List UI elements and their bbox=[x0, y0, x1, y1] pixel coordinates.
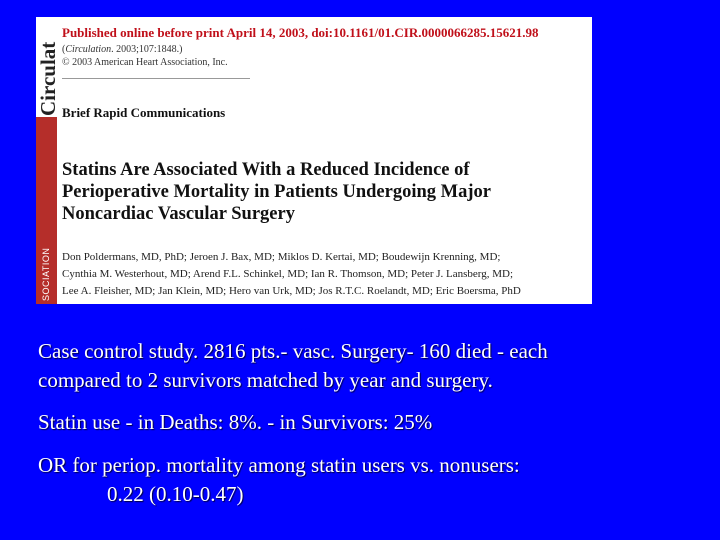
title-line: Noncardiac Vascular Surgery bbox=[62, 204, 295, 224]
statin-use-line: Statin use - in Deaths: 8%. - in Survivors: 25% bbox=[38, 410, 433, 434]
published-line: Published online before print April 14, 2003, doi:10.1161/01.CIR.0000066285.15621.98 bbox=[62, 25, 539, 40]
slide-line: OR for periop. mortality among statin users vs. nonusers: bbox=[38, 453, 520, 477]
odds-ratio-block bbox=[38, 451, 520, 509]
author-line: Don Poldermans, MD, PhD; Jeroen J. Bax, MD; Miklos D. Kertai, MD; Boudewijn Krenning, MD; bbox=[62, 251, 501, 263]
study-description bbox=[38, 337, 548, 395]
slide-line: Case control study. 2816 pts.- vasc. Surgery- 160 died - each bbox=[38, 339, 548, 363]
citation-rest: . 2003;107:1848.) bbox=[111, 44, 183, 55]
journal-spine-top bbox=[36, 17, 60, 117]
author-line: Lee A. Fleisher, MD; Jan Klein, MD; Hero van Urk, MD; Jos R.T.C. Roelandt, MD; Eric Boersma, PhD bbox=[62, 285, 521, 297]
author-line: Cynthia M. Westerhout, MD; Arend F.L. Schinkel, MD; Ian R. Thomson, MD; Peter J. Lansberg, MD; bbox=[62, 268, 514, 280]
title-line: Statins Are Associated With a Reduced Incidence of bbox=[62, 160, 470, 180]
section-heading: Brief Rapid Communications bbox=[62, 105, 226, 120]
title-line: Perioperative Mortality in Patients Undergoing Major bbox=[62, 182, 491, 202]
copyright-line: © 2003 American Heart Association, Inc. bbox=[62, 57, 228, 68]
journal-spine-red bbox=[36, 117, 57, 304]
journal-name-vertical: Circulat bbox=[36, 41, 60, 116]
article-title bbox=[62, 159, 582, 225]
odds-ratio-value: 0.22 (0.10-0.47) bbox=[107, 482, 244, 506]
slide-line: compared to 2 survivors matched by year and surgery. bbox=[38, 368, 493, 392]
citation-journal: Circulation bbox=[65, 44, 112, 55]
association-vertical: SOCIATION bbox=[41, 247, 51, 301]
divider bbox=[62, 78, 250, 79]
article-image bbox=[36, 17, 592, 304]
author-list bbox=[62, 249, 592, 300]
citation-block: (Circulation. 2003;107:1848.) © 2003 American Heart Association, Inc. bbox=[62, 44, 228, 68]
